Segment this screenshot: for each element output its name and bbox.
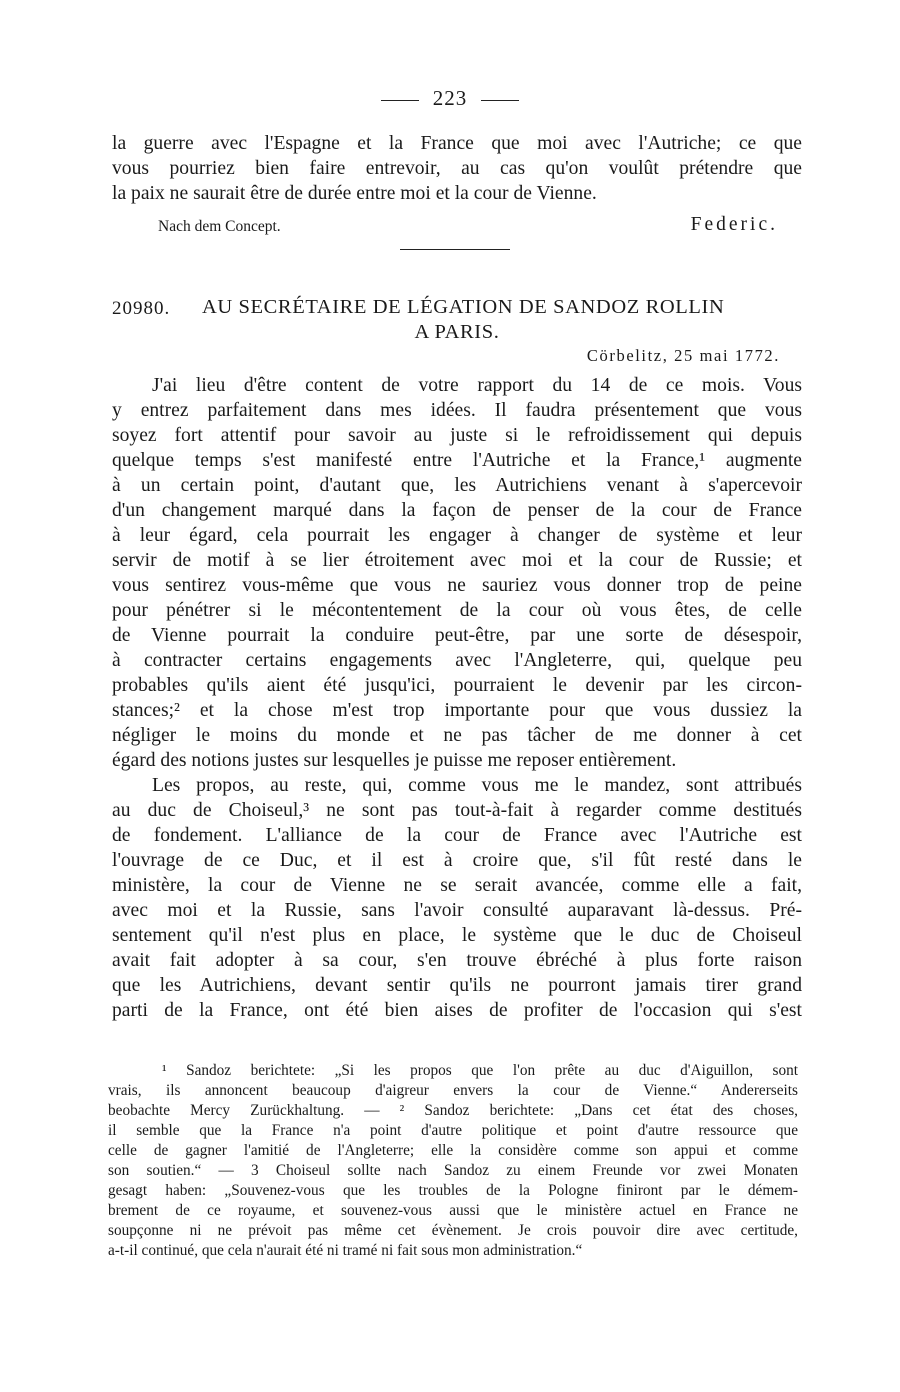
footnote-line: il semble que la France n'a point d'autre politique et point d'autre ressource que bbox=[108, 1122, 798, 1139]
body-line: au duc de Choiseul,³ ne sont pas tout-à-fait à regarder comme destitués bbox=[112, 800, 802, 821]
body-line: Les propos, au reste, qui, comme vous me le mandez, sont attribués bbox=[152, 775, 802, 796]
body-line: que les Autrichiens, devant sentir qu'ils ne pourront jamais tirer grand bbox=[112, 975, 802, 996]
letter-number: 20980. bbox=[112, 298, 171, 319]
body-line: J'ai lieu d'être content de votre rapport du 14 de ce mois. Vous bbox=[152, 375, 802, 396]
dateline: Cörbelitz, 25 mai 1772. bbox=[586, 346, 780, 365]
body-line: d'un changement marqué dans la façon de penser de la cour de France bbox=[112, 500, 802, 521]
footnote-line: vrais, ils annoncent beaucoup d'aigreur envers la cour de Vienne.“ Andererseits bbox=[108, 1082, 798, 1099]
body-line: ministère, la cour de Vienne ne se serait avancée, comme elle a fait, bbox=[112, 875, 802, 896]
body-line: à leur égard, cela pourrait les engager à changer de système et leur bbox=[112, 525, 802, 546]
section-divider bbox=[400, 249, 510, 250]
source-note: Nach dem Concept. bbox=[158, 218, 281, 235]
body-line: l'ouvrage de ce Duc, et il est à croire que, s'il fût resté dans le bbox=[112, 850, 802, 871]
continued-text bbox=[112, 131, 802, 206]
header-dash-left bbox=[381, 100, 419, 101]
body-line: probables qu'ils aient été jusqu'ici, pourraient le devenir par les circon- bbox=[112, 675, 802, 696]
body-line: vous sentirez vous-même que vous ne sauriez vous donner trop de peine bbox=[112, 575, 802, 596]
letter-title-line1: AU SECRÉTAIRE DE LÉGATION DE SANDOZ ROLLIN bbox=[202, 296, 725, 318]
body-line: négliger le moins du monde et ne pas tâcher de me donner à cet bbox=[112, 725, 802, 746]
body-line: parti de la France, ont été bien aises de profiter de l'occasion qui s'est bbox=[112, 1000, 802, 1021]
page-header bbox=[0, 86, 900, 111]
body-line: y entrez parfaitement dans mes idées. Il faudra présentement que vous bbox=[112, 400, 802, 421]
footnote-line: celle de gagner l'amitié de l'Angleterre; elle la considère comme son appui et comme bbox=[108, 1142, 798, 1159]
body-line: sentement qu'il n'est plus en place, le système que le duc de Choiseul bbox=[112, 925, 802, 946]
footnote-line: soupçonne ni ne prévoit pas même cet évènement. Je crois pouvoir dire avec certitude, bbox=[108, 1222, 798, 1239]
footnote-line: ¹ Sandoz berichtete: „Si les propos que l'on prête au duc d'Aiguillon, sont bbox=[162, 1062, 798, 1079]
footnote-line: brement de ce royaume, et souvenez-vous aussi que le ministère actuel en France ne bbox=[108, 1202, 798, 1219]
body-line: servir de motif à se lier étroitement avec moi et la cour de Russie; et bbox=[112, 550, 802, 571]
body-line: de fondement. L'alliance de la cour de France avec l'Autriche est bbox=[112, 825, 802, 846]
body-line: avait fait adopter à sa cour, s'en trouve ébréché à plus forte raison bbox=[112, 950, 802, 971]
body-line: à un certain point, d'autant que, les Autrichiens venant à s'apercevoir bbox=[112, 475, 802, 496]
body-line: pour pénétrer si le mécontentement de la cour où vous êtes, de celle bbox=[112, 600, 802, 621]
text-line: la paix ne saurait être de durée entre moi et la cour de Vienne. bbox=[112, 183, 597, 204]
page-number: 223 bbox=[432, 86, 468, 110]
text-line: vous pourriez bien faire entrevoir, au cas qu'on voulût prétendre que bbox=[112, 158, 802, 179]
body-line: quelque temps s'est manifesté entre l'Autriche et la France,¹ augmente bbox=[112, 450, 802, 471]
footnote-line: gesagt haben: „Souvenez-vous que les troubles de la Pologne finiront par le démem- bbox=[108, 1182, 798, 1199]
footnote-line: beobachte Mercy Zurückhaltung. — ² Sandoz berichtete: „Dans cet état des choses, bbox=[108, 1102, 798, 1119]
closing-row bbox=[158, 214, 778, 240]
footnotes bbox=[108, 1061, 798, 1261]
text-line: la guerre avec l'Espagne et la France que moi avec l'Autriche; ce que bbox=[112, 133, 802, 154]
body-line: avec moi et la Russie, sans l'avoir consulté auparavant là-dessus. Pré- bbox=[112, 900, 802, 921]
footnote-line: a-t-il continué, que cela n'aurait été ni tramé ni fait sous mon administration.“ bbox=[108, 1242, 583, 1259]
body-line: à contracter certains engagements avec l'Angleterre, qui, quelque peu bbox=[112, 650, 802, 671]
letter-title-line2: A PARIS. bbox=[414, 321, 500, 343]
body-line: soyez fort attentif pour savoir au juste si le refroidissement qui depuis bbox=[112, 425, 802, 446]
body-line: stances;² et la chose m'est trop importante pour que vous dussiez la bbox=[112, 700, 802, 721]
letter-body bbox=[112, 373, 802, 1023]
header-dash-right bbox=[481, 100, 519, 101]
body-line: égard des notions justes sur lesquelles je puisse me reposer entièrement. bbox=[112, 750, 677, 771]
footnote-line: son soutien.“ — 3 Choiseul sollte nach Sandoz zu einem Freunde vor zwei Monaten bbox=[108, 1162, 798, 1179]
signature: Federic. bbox=[690, 214, 778, 235]
body-line: de Vienne pourrait la conduire peut-être, par une sorte de désespoir, bbox=[112, 625, 802, 646]
